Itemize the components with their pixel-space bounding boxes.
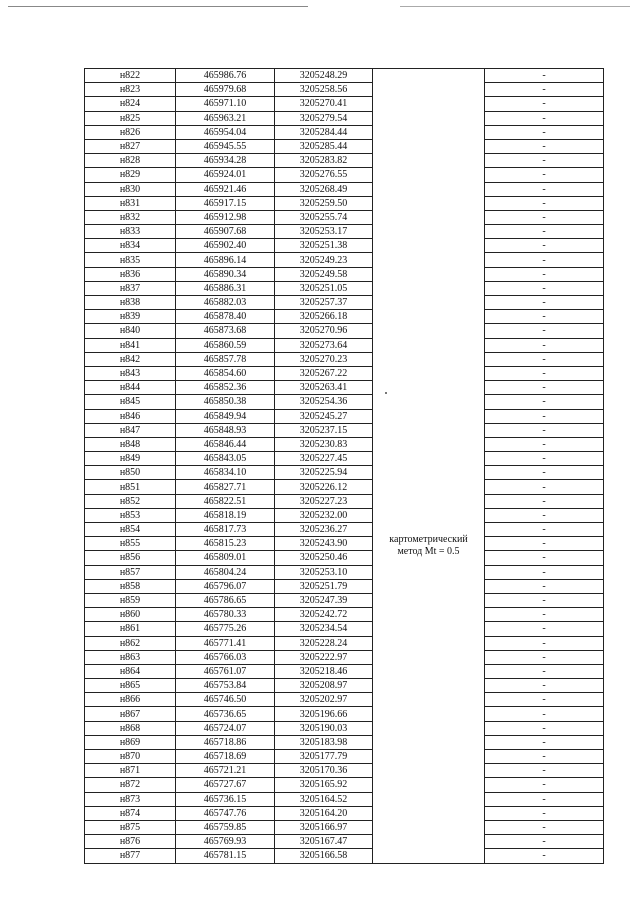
table-row <box>85 324 604 338</box>
x-coordinate-cell: 465804.24 <box>176 565 275 579</box>
point-name-cell: н841 <box>85 338 176 352</box>
scan-artifact-line <box>400 6 630 7</box>
accuracy-dash-cell: - <box>485 764 604 778</box>
point-name-cell: н872 <box>85 778 176 792</box>
table-row <box>85 494 604 508</box>
coordinates-table-container <box>84 68 604 864</box>
accuracy-dash-cell: - <box>485 196 604 210</box>
x-coordinate-cell: 465736.65 <box>176 707 275 721</box>
point-name-cell: н838 <box>85 296 176 310</box>
x-coordinate-cell: 465907.68 <box>176 225 275 239</box>
x-coordinate-cell: 465718.69 <box>176 750 275 764</box>
y-coordinate-cell: 3205202.97 <box>275 693 373 707</box>
point-name-cell: н863 <box>85 650 176 664</box>
accuracy-dash-cell: - <box>485 437 604 451</box>
accuracy-dash-cell: - <box>485 111 604 125</box>
x-coordinate-cell: 465827.71 <box>176 480 275 494</box>
x-coordinate-cell: 465766.03 <box>176 650 275 664</box>
accuracy-dash-cell: - <box>485 452 604 466</box>
table-row <box>85 395 604 409</box>
y-coordinate-cell: 3205254.36 <box>275 395 373 409</box>
accuracy-dash-cell: - <box>485 281 604 295</box>
x-coordinate-cell: 465882.03 <box>176 296 275 310</box>
table-row <box>85 125 604 139</box>
table-row <box>85 381 604 395</box>
point-name-cell: н829 <box>85 168 176 182</box>
accuracy-dash-cell: - <box>485 154 604 168</box>
x-coordinate-cell: 465986.76 <box>176 69 275 83</box>
table-row <box>85 820 604 834</box>
table-row <box>85 693 604 707</box>
accuracy-dash-cell: - <box>485 139 604 153</box>
coordinates-table <box>84 68 604 864</box>
y-coordinate-cell: 3205270.23 <box>275 352 373 366</box>
y-coordinate-cell: 3205166.58 <box>275 849 373 863</box>
table-row <box>85 849 604 863</box>
table-row <box>85 423 604 437</box>
accuracy-dash-cell: - <box>485 792 604 806</box>
x-coordinate-cell: 465934.28 <box>176 154 275 168</box>
table-row <box>85 480 604 494</box>
point-name-cell: н866 <box>85 693 176 707</box>
point-name-cell: н868 <box>85 721 176 735</box>
x-coordinate-cell: 465818.19 <box>176 508 275 522</box>
y-coordinate-cell: 3205253.10 <box>275 565 373 579</box>
table-row <box>85 83 604 97</box>
table-row <box>85 338 604 352</box>
accuracy-dash-cell: - <box>485 679 604 693</box>
x-coordinate-cell: 465780.33 <box>176 608 275 622</box>
table-row <box>85 636 604 650</box>
y-coordinate-cell: 3205226.12 <box>275 480 373 494</box>
x-coordinate-cell: 465857.78 <box>176 352 275 366</box>
point-name-cell: н877 <box>85 849 176 863</box>
table-row <box>85 593 604 607</box>
point-name-cell: н842 <box>85 352 176 366</box>
point-name-cell: н862 <box>85 636 176 650</box>
point-name-cell: н859 <box>85 593 176 607</box>
point-name-cell: н874 <box>85 806 176 820</box>
x-coordinate-cell: 465781.15 <box>176 849 275 863</box>
accuracy-dash-cell: - <box>485 693 604 707</box>
y-coordinate-cell: 3205196.66 <box>275 707 373 721</box>
accuracy-dash-cell: - <box>485 225 604 239</box>
x-coordinate-cell: 465852.36 <box>176 381 275 395</box>
table-row <box>85 352 604 366</box>
table-row <box>85 679 604 693</box>
table-row <box>85 366 604 380</box>
point-name-cell: н834 <box>85 239 176 253</box>
accuracy-dash-cell: - <box>485 466 604 480</box>
accuracy-dash-cell: - <box>485 494 604 508</box>
table-row <box>85 551 604 565</box>
x-coordinate-cell: 465815.23 <box>176 537 275 551</box>
accuracy-dash-cell: - <box>485 83 604 97</box>
x-coordinate-cell: 465746.50 <box>176 693 275 707</box>
y-coordinate-cell: 3205285.44 <box>275 139 373 153</box>
y-coordinate-cell: 3205225.94 <box>275 466 373 480</box>
y-coordinate-cell: 3205257.37 <box>275 296 373 310</box>
table-row <box>85 466 604 480</box>
table-row <box>85 792 604 806</box>
point-name-cell: н852 <box>85 494 176 508</box>
point-name-cell: н835 <box>85 253 176 267</box>
table-row <box>85 508 604 522</box>
y-coordinate-cell: 3205237.15 <box>275 423 373 437</box>
accuracy-dash-cell: - <box>485 296 604 310</box>
x-coordinate-cell: 465771.41 <box>176 636 275 650</box>
table-row <box>85 707 604 721</box>
table-row <box>85 182 604 196</box>
accuracy-dash-cell: - <box>485 551 604 565</box>
y-coordinate-cell: 3205218.46 <box>275 664 373 678</box>
x-coordinate-cell: 465809.01 <box>176 551 275 565</box>
table-row <box>85 608 604 622</box>
y-coordinate-cell: 3205270.41 <box>275 97 373 111</box>
x-coordinate-cell: 465873.68 <box>176 324 275 338</box>
point-name-cell: н865 <box>85 679 176 693</box>
y-coordinate-cell: 3205266.18 <box>275 310 373 324</box>
x-coordinate-cell: 465979.68 <box>176 83 275 97</box>
x-coordinate-cell: 465954.04 <box>176 125 275 139</box>
x-coordinate-cell: 465945.55 <box>176 139 275 153</box>
x-coordinate-cell: 465902.40 <box>176 239 275 253</box>
y-coordinate-cell: 3205263.41 <box>275 381 373 395</box>
y-coordinate-cell: 3205183.98 <box>275 735 373 749</box>
x-coordinate-cell: 465718.86 <box>176 735 275 749</box>
y-coordinate-cell: 3205247.39 <box>275 593 373 607</box>
table-row <box>85 225 604 239</box>
accuracy-dash-cell: - <box>485 835 604 849</box>
table-row <box>85 806 604 820</box>
y-coordinate-cell: 3205250.46 <box>275 551 373 565</box>
y-coordinate-cell: 3205164.52 <box>275 792 373 806</box>
accuracy-dash-cell: - <box>485 750 604 764</box>
point-name-cell: н875 <box>85 820 176 834</box>
x-coordinate-cell: 465822.51 <box>176 494 275 508</box>
accuracy-dash-cell: - <box>485 608 604 622</box>
point-name-cell: н861 <box>85 622 176 636</box>
table-row <box>85 835 604 849</box>
x-coordinate-cell: 465963.21 <box>176 111 275 125</box>
point-name-cell: н844 <box>85 381 176 395</box>
accuracy-dash-cell: - <box>485 707 604 721</box>
accuracy-dash-cell: - <box>485 182 604 196</box>
y-coordinate-cell: 3205283.82 <box>275 154 373 168</box>
x-coordinate-cell: 465769.93 <box>176 835 275 849</box>
accuracy-dash-cell: - <box>485 97 604 111</box>
y-coordinate-cell: 3205270.96 <box>275 324 373 338</box>
y-coordinate-cell: 3205253.17 <box>275 225 373 239</box>
table-row <box>85 69 604 83</box>
table-row <box>85 452 604 466</box>
point-name-cell: н837 <box>85 281 176 295</box>
table-row <box>85 778 604 792</box>
x-coordinate-cell: 465747.76 <box>176 806 275 820</box>
accuracy-dash-cell: - <box>485 806 604 820</box>
y-coordinate-cell: 3205268.49 <box>275 182 373 196</box>
table-row <box>85 154 604 168</box>
table-row <box>85 296 604 310</box>
x-coordinate-cell: 465727.67 <box>176 778 275 792</box>
x-coordinate-cell: 465924.01 <box>176 168 275 182</box>
x-coordinate-cell: 465796.07 <box>176 579 275 593</box>
x-coordinate-cell: 465846.44 <box>176 437 275 451</box>
point-name-cell: н836 <box>85 267 176 281</box>
x-coordinate-cell: 465849.94 <box>176 409 275 423</box>
accuracy-dash-cell: - <box>485 267 604 281</box>
x-coordinate-cell: 465912.98 <box>176 210 275 224</box>
x-coordinate-cell: 465850.38 <box>176 395 275 409</box>
x-coordinate-cell: 465721.21 <box>176 764 275 778</box>
y-coordinate-cell: 3205228.24 <box>275 636 373 650</box>
accuracy-dash-cell: - <box>485 593 604 607</box>
y-coordinate-cell: 3205245.27 <box>275 409 373 423</box>
table-row <box>85 764 604 778</box>
y-coordinate-cell: 3205165.92 <box>275 778 373 792</box>
table-row <box>85 239 604 253</box>
point-name-cell: н822 <box>85 69 176 83</box>
x-coordinate-cell: 465753.84 <box>176 679 275 693</box>
point-name-cell: н848 <box>85 437 176 451</box>
point-name-cell: н858 <box>85 579 176 593</box>
y-coordinate-cell: 3205167.47 <box>275 835 373 849</box>
accuracy-dash-cell: - <box>485 366 604 380</box>
point-name-cell: н851 <box>85 480 176 494</box>
point-name-cell: н870 <box>85 750 176 764</box>
point-name-cell: н856 <box>85 551 176 565</box>
accuracy-dash-cell: - <box>485 210 604 224</box>
point-name-cell: н827 <box>85 139 176 153</box>
point-name-cell: н839 <box>85 310 176 324</box>
point-name-cell: н832 <box>85 210 176 224</box>
point-name-cell: н857 <box>85 565 176 579</box>
method-line-2: метод Mt = 0.5 <box>397 545 460 557</box>
point-name-cell: н853 <box>85 508 176 522</box>
point-name-cell: н846 <box>85 409 176 423</box>
accuracy-dash-cell: - <box>485 721 604 735</box>
point-name-cell: н824 <box>85 97 176 111</box>
table-row <box>85 735 604 749</box>
point-name-cell: н873 <box>85 792 176 806</box>
y-coordinate-cell: 3205276.55 <box>275 168 373 182</box>
x-coordinate-cell: 465860.59 <box>176 338 275 352</box>
table-row <box>85 409 604 423</box>
accuracy-dash-cell: - <box>485 664 604 678</box>
point-name-cell: н845 <box>85 395 176 409</box>
point-name-cell: н830 <box>85 182 176 196</box>
x-coordinate-cell: 465848.93 <box>176 423 275 437</box>
table-row <box>85 437 604 451</box>
table-row <box>85 139 604 153</box>
y-coordinate-cell: 3205177.79 <box>275 750 373 764</box>
point-name-cell: н876 <box>85 835 176 849</box>
y-coordinate-cell: 3205230.83 <box>275 437 373 451</box>
accuracy-dash-cell: - <box>485 565 604 579</box>
x-coordinate-cell: 465896.14 <box>176 253 275 267</box>
x-coordinate-cell: 465736.15 <box>176 792 275 806</box>
accuracy-dash-cell: - <box>485 423 604 437</box>
accuracy-dash-cell: - <box>485 381 604 395</box>
accuracy-dash-cell: - <box>485 849 604 863</box>
y-coordinate-cell: 3205166.97 <box>275 820 373 834</box>
point-name-cell: н833 <box>85 225 176 239</box>
table-row <box>85 537 604 551</box>
x-coordinate-cell: 465724.07 <box>176 721 275 735</box>
x-coordinate-cell: 465854.60 <box>176 366 275 380</box>
accuracy-dash-cell: - <box>485 239 604 253</box>
accuracy-dash-cell: - <box>485 537 604 551</box>
accuracy-dash-cell: - <box>485 168 604 182</box>
point-name-cell: н843 <box>85 366 176 380</box>
y-coordinate-cell: 3205236.27 <box>275 523 373 537</box>
method-cell <box>373 69 485 864</box>
y-coordinate-cell: 3205258.56 <box>275 83 373 97</box>
x-coordinate-cell: 465890.34 <box>176 267 275 281</box>
y-coordinate-cell: 3205251.38 <box>275 239 373 253</box>
point-name-cell: н831 <box>85 196 176 210</box>
accuracy-dash-cell: - <box>485 409 604 423</box>
accuracy-dash-cell: - <box>485 352 604 366</box>
x-coordinate-cell: 465761.07 <box>176 664 275 678</box>
accuracy-dash-cell: - <box>485 508 604 522</box>
x-coordinate-cell: 465917.15 <box>176 196 275 210</box>
accuracy-dash-cell: - <box>485 523 604 537</box>
point-name-cell: н826 <box>85 125 176 139</box>
scan-dot <box>385 392 387 394</box>
point-name-cell: н828 <box>85 154 176 168</box>
table-row <box>85 310 604 324</box>
table-row <box>85 750 604 764</box>
accuracy-dash-cell: - <box>485 820 604 834</box>
x-coordinate-cell: 465834.10 <box>176 466 275 480</box>
x-coordinate-cell: 465921.46 <box>176 182 275 196</box>
accuracy-dash-cell: - <box>485 310 604 324</box>
y-coordinate-cell: 3205249.58 <box>275 267 373 281</box>
point-name-cell: н871 <box>85 764 176 778</box>
y-coordinate-cell: 3205259.50 <box>275 196 373 210</box>
x-coordinate-cell: 465878.40 <box>176 310 275 324</box>
accuracy-dash-cell: - <box>485 69 604 83</box>
y-coordinate-cell: 3205222.97 <box>275 650 373 664</box>
x-coordinate-cell: 465817.73 <box>176 523 275 537</box>
table-row <box>85 622 604 636</box>
method-line-1: картометрический <box>389 533 468 545</box>
y-coordinate-cell: 3205242.72 <box>275 608 373 622</box>
y-coordinate-cell: 3205249.23 <box>275 253 373 267</box>
y-coordinate-cell: 3205248.29 <box>275 69 373 83</box>
point-name-cell: н823 <box>85 83 176 97</box>
y-coordinate-cell: 3205251.79 <box>275 579 373 593</box>
table-row <box>85 168 604 182</box>
point-name-cell: н869 <box>85 735 176 749</box>
table-row <box>85 664 604 678</box>
table-row <box>85 111 604 125</box>
y-coordinate-cell: 3205273.64 <box>275 338 373 352</box>
accuracy-dash-cell: - <box>485 636 604 650</box>
accuracy-dash-cell: - <box>485 338 604 352</box>
y-coordinate-cell: 3205251.05 <box>275 281 373 295</box>
x-coordinate-cell: 465786.65 <box>176 593 275 607</box>
point-name-cell: н847 <box>85 423 176 437</box>
table-row <box>85 267 604 281</box>
y-coordinate-cell: 3205227.23 <box>275 494 373 508</box>
table-row <box>85 579 604 593</box>
point-name-cell: н864 <box>85 664 176 678</box>
point-name-cell: н849 <box>85 452 176 466</box>
point-name-cell: н854 <box>85 523 176 537</box>
table-row <box>85 721 604 735</box>
table-row <box>85 523 604 537</box>
y-coordinate-cell: 3205227.45 <box>275 452 373 466</box>
y-coordinate-cell: 3205232.00 <box>275 508 373 522</box>
accuracy-dash-cell: - <box>485 125 604 139</box>
table-row <box>85 97 604 111</box>
x-coordinate-cell: 465759.85 <box>176 820 275 834</box>
x-coordinate-cell: 465775.26 <box>176 622 275 636</box>
accuracy-dash-cell: - <box>485 480 604 494</box>
y-coordinate-cell: 3205170.36 <box>275 764 373 778</box>
table-row <box>85 281 604 295</box>
x-coordinate-cell: 465843.05 <box>176 452 275 466</box>
x-coordinate-cell: 465971.10 <box>176 97 275 111</box>
y-coordinate-cell: 3205208.97 <box>275 679 373 693</box>
accuracy-dash-cell: - <box>485 650 604 664</box>
point-name-cell: н855 <box>85 537 176 551</box>
table-row <box>85 253 604 267</box>
table-row <box>85 196 604 210</box>
point-name-cell: н850 <box>85 466 176 480</box>
y-coordinate-cell: 3205279.54 <box>275 111 373 125</box>
y-coordinate-cell: 3205284.44 <box>275 125 373 139</box>
accuracy-dash-cell: - <box>485 778 604 792</box>
scan-artifact-line <box>8 6 308 7</box>
table-row <box>85 565 604 579</box>
accuracy-dash-cell: - <box>485 579 604 593</box>
y-coordinate-cell: 3205190.03 <box>275 721 373 735</box>
y-coordinate-cell: 3205255.74 <box>275 210 373 224</box>
accuracy-dash-cell: - <box>485 395 604 409</box>
y-coordinate-cell: 3205243.90 <box>275 537 373 551</box>
point-name-cell: н840 <box>85 324 176 338</box>
table-row <box>85 650 604 664</box>
accuracy-dash-cell: - <box>485 324 604 338</box>
table-row <box>85 210 604 224</box>
point-name-cell: н860 <box>85 608 176 622</box>
y-coordinate-cell: 3205164.20 <box>275 806 373 820</box>
x-coordinate-cell: 465886.31 <box>176 281 275 295</box>
accuracy-dash-cell: - <box>485 253 604 267</box>
y-coordinate-cell: 3205267.22 <box>275 366 373 380</box>
y-coordinate-cell: 3205234.54 <box>275 622 373 636</box>
point-name-cell: н867 <box>85 707 176 721</box>
accuracy-dash-cell: - <box>485 735 604 749</box>
point-name-cell: н825 <box>85 111 176 125</box>
accuracy-dash-cell: - <box>485 622 604 636</box>
